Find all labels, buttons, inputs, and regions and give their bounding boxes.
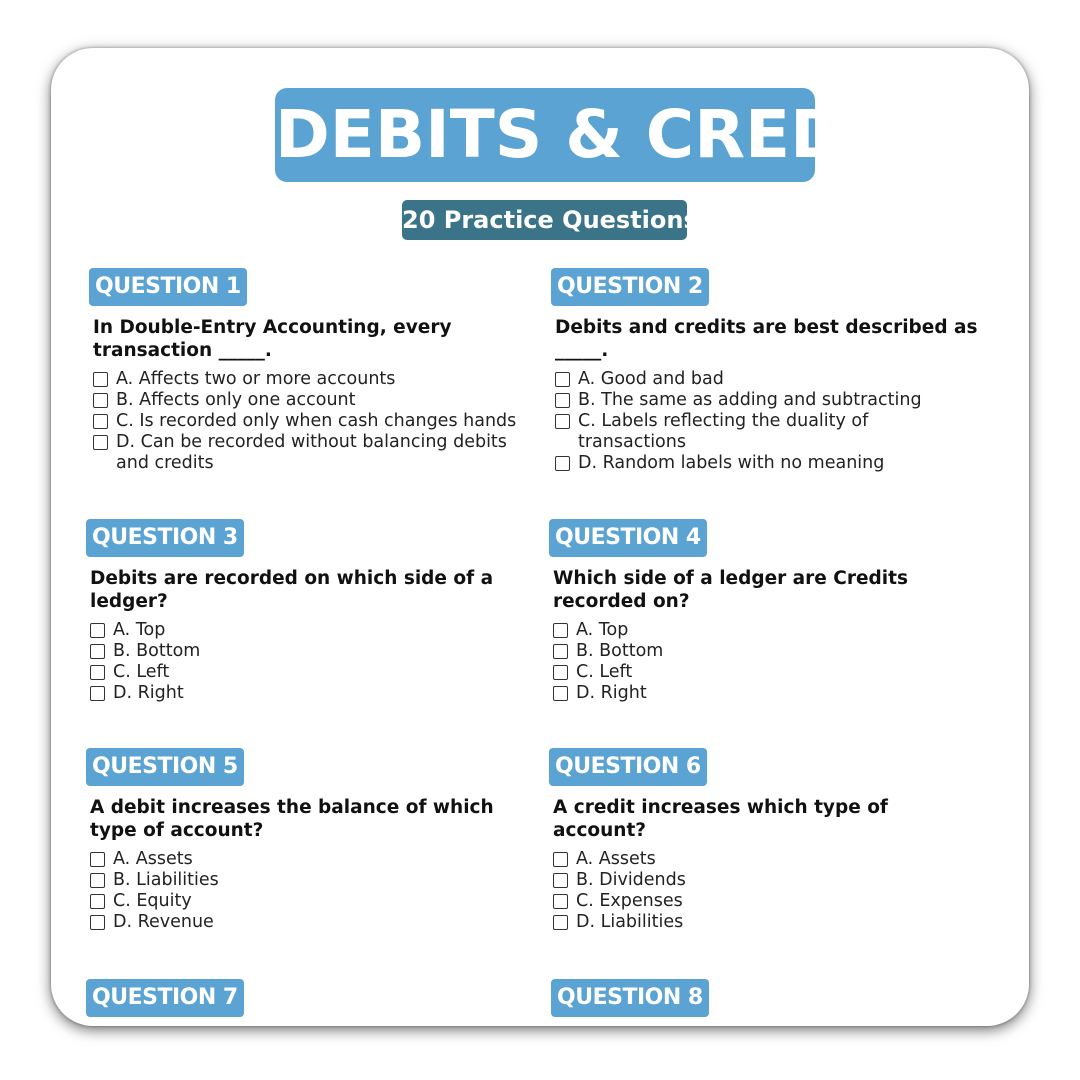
question-badge: QUESTION 3 (86, 519, 244, 557)
option-item[interactable] (90, 870, 516, 891)
option-item[interactable] (553, 662, 979, 683)
option-label: A. Affects two or more accounts (116, 369, 396, 389)
question-badge: QUESTION 7 (86, 979, 244, 1017)
option-label: D. Can be recorded without balancing debits and credits (116, 432, 507, 473)
option-label: C. Labels reflecting the duality of transactions (578, 411, 869, 452)
checkbox-icon[interactable] (555, 372, 570, 387)
checkbox-icon[interactable] (553, 644, 568, 659)
question-text: A credit increases which type of account? (553, 797, 888, 841)
option-item[interactable] (90, 641, 516, 662)
checkbox-icon[interactable] (553, 894, 568, 909)
question-text: In Double-Entry Accounting, every transaction _____. (93, 317, 452, 361)
option-item[interactable] (553, 870, 979, 891)
question-badge: QUESTION 6 (549, 748, 707, 786)
question-2 (551, 268, 981, 474)
option-label: A. Good and bad (578, 369, 724, 389)
option-item[interactable] (93, 390, 519, 411)
option-label: A. Assets (113, 849, 193, 869)
option-item[interactable] (90, 912, 516, 933)
option-item[interactable] (553, 620, 979, 641)
option-label: A. Top (113, 620, 166, 640)
option-item[interactable] (90, 849, 516, 870)
checkbox-icon[interactable] (90, 852, 105, 867)
option-item[interactable] (555, 453, 981, 474)
checkbox-icon[interactable] (90, 915, 105, 930)
question-4 (549, 519, 979, 704)
option-list (90, 849, 516, 933)
option-label: C. Left (113, 662, 170, 682)
checkbox-icon[interactable] (90, 665, 105, 680)
option-label: C. Equity (113, 891, 192, 911)
option-label: B. Bottom (576, 641, 664, 661)
option-item[interactable] (553, 891, 979, 912)
checkbox-icon[interactable] (93, 414, 108, 429)
option-label: D. Random labels with no meaning (578, 453, 885, 473)
option-label: B. Bottom (113, 641, 201, 661)
checkbox-icon[interactable] (555, 393, 570, 408)
option-label: C. Expenses (576, 891, 683, 911)
option-item[interactable] (90, 683, 516, 704)
question-6 (549, 748, 979, 933)
worksheet-card (51, 48, 1029, 1026)
option-label: B. Liabilities (113, 870, 219, 890)
checkbox-icon[interactable] (555, 456, 570, 471)
question-1 (89, 268, 519, 474)
question-badge: QUESTION 8 (551, 979, 709, 1017)
question-8 (551, 979, 981, 1017)
option-item[interactable] (553, 912, 979, 933)
question-badge: QUESTION 2 (551, 268, 709, 306)
option-label: D. Revenue (113, 912, 214, 932)
option-list (553, 849, 979, 933)
option-item[interactable] (90, 662, 516, 683)
option-label: D. Right (576, 683, 647, 703)
option-item[interactable] (553, 683, 979, 704)
checkbox-icon[interactable] (553, 623, 568, 638)
subtitle-badge: 20 Practice Questions (402, 200, 687, 240)
option-list (555, 369, 981, 474)
checkbox-icon[interactable] (93, 372, 108, 387)
question-text: Debits are recorded on which side of a ledger? (90, 568, 494, 612)
question-5 (86, 748, 516, 933)
option-list (553, 620, 979, 704)
option-item[interactable] (90, 620, 516, 641)
question-3 (86, 519, 516, 704)
option-item[interactable] (90, 891, 516, 912)
option-item[interactable] (555, 411, 981, 453)
page-title: DEBITS & CREDITS (275, 88, 815, 182)
checkbox-icon[interactable] (93, 393, 108, 408)
option-item[interactable] (553, 641, 979, 662)
option-item[interactable] (93, 369, 519, 390)
checkbox-icon[interactable] (553, 915, 568, 930)
question-text: Debits and credits are best described as _____. (555, 317, 978, 361)
option-label: A. Top (576, 620, 629, 640)
option-label: B. Affects only one account (116, 390, 356, 410)
checkbox-icon[interactable] (553, 873, 568, 888)
question-badge: QUESTION 5 (86, 748, 244, 786)
option-list (90, 620, 516, 704)
checkbox-icon[interactable] (90, 894, 105, 909)
option-label: C. Left (576, 662, 633, 682)
checkbox-icon[interactable] (553, 686, 568, 701)
option-label: D. Right (113, 683, 184, 703)
question-text: A debit increases the balance of which type of account? (90, 797, 494, 841)
checkbox-icon[interactable] (553, 852, 568, 867)
option-label: C. Is recorded only when cash changes hands (116, 411, 517, 431)
option-item[interactable] (553, 849, 979, 870)
option-list (93, 369, 519, 474)
option-item[interactable] (555, 369, 981, 390)
checkbox-icon[interactable] (90, 623, 105, 638)
option-item[interactable] (93, 411, 519, 432)
checkbox-icon[interactable] (553, 665, 568, 680)
option-item[interactable] (555, 390, 981, 411)
question-badge: QUESTION 1 (89, 268, 247, 306)
question-7 (86, 979, 516, 1017)
checkbox-icon[interactable] (90, 686, 105, 701)
checkbox-icon[interactable] (93, 435, 108, 450)
checkbox-icon[interactable] (90, 873, 105, 888)
option-label: D. Liabilities (576, 912, 684, 932)
option-item[interactable] (93, 432, 519, 474)
checkbox-icon[interactable] (90, 644, 105, 659)
option-label: A. Assets (576, 849, 656, 869)
checkbox-icon[interactable] (555, 414, 570, 429)
question-badge: QUESTION 4 (549, 519, 707, 557)
question-text: Which side of a ledger are Credits recorded on? (553, 568, 908, 612)
option-label: B. Dividends (576, 870, 686, 890)
option-label: B. The same as adding and subtracting (578, 390, 922, 410)
